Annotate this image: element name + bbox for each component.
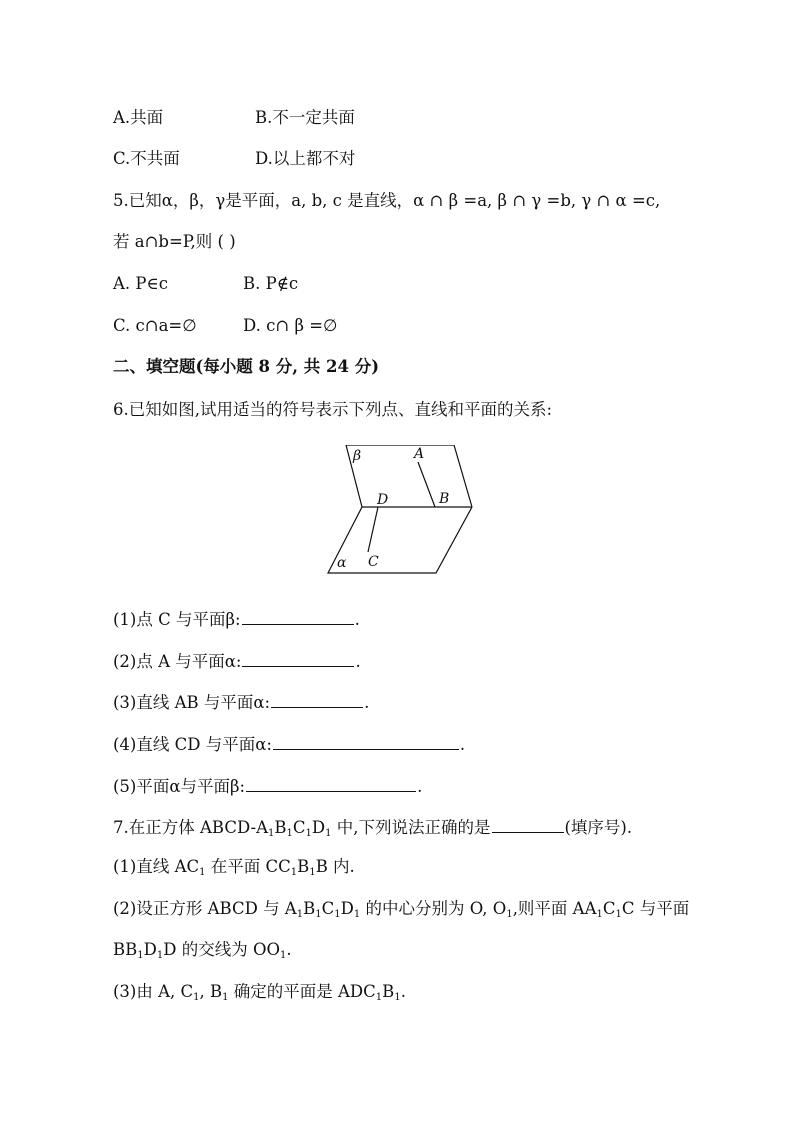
- answer-blank-5[interactable]: [246, 775, 416, 792]
- q7-item-2-line2: [113, 940, 292, 960]
- subscript: 1: [268, 828, 275, 839]
- q7-item-1-text-a: (1)直线 AC: [113, 857, 200, 876]
- answer-blank-3[interactable]: [271, 691, 363, 708]
- q4-option-c: C.不共面: [113, 149, 180, 168]
- subscript: 1: [290, 867, 298, 878]
- subscript: 1: [394, 992, 401, 1003]
- answer-blank-1[interactable]: [242, 608, 354, 625]
- subscript: 1: [506, 909, 513, 920]
- label-a: A: [414, 446, 425, 462]
- subscript: 1: [375, 992, 383, 1003]
- q6-figure-planes: [326, 445, 476, 577]
- answer-blank-2[interactable]: [242, 650, 354, 667]
- q7-item-1-text-b: 在平面 CC: [205, 857, 291, 876]
- q7-item-2-text-a: (2)设正方形 ABCD 与 A: [113, 899, 297, 918]
- q5-stem-line2: 若 a∩b=P,则 ( ): [113, 232, 236, 251]
- q7-item-3: [113, 982, 406, 1002]
- label-b: B: [439, 491, 450, 507]
- q7-item-2-line2-text-c: D 的交线为 OO: [163, 940, 281, 959]
- q6-item-5-period: .: [417, 777, 423, 796]
- q6-item-3-period: .: [364, 693, 370, 712]
- subscript: 1: [353, 909, 361, 920]
- q7-stem-text-4: D: [311, 818, 326, 837]
- q4-option-a: A.共面: [113, 108, 164, 127]
- q7-item-2-text-c: C: [321, 899, 335, 918]
- subscript: 1: [334, 909, 341, 920]
- subscript: 1: [286, 828, 293, 839]
- q6-item-4-text: (4)直线 CD 与平面α:: [113, 735, 272, 754]
- q5-option-c: C. c∩a=∅: [113, 316, 197, 335]
- q6-item-1: [113, 608, 360, 630]
- q7-item-2-line2-text-d: .: [286, 940, 292, 959]
- q7-item-1-text-d: B 内.: [315, 857, 355, 876]
- subscript: 1: [615, 909, 622, 920]
- q4-option-d: D.以上都不对: [255, 149, 356, 168]
- label-c: C: [368, 554, 379, 570]
- q7-item-2-text-d: D: [340, 899, 354, 918]
- q7-stem-text-2: B: [274, 818, 287, 837]
- q5-option-a: A. P∈c: [113, 274, 168, 293]
- segment-cd: [368, 507, 378, 552]
- q6-item-4: [113, 733, 465, 755]
- q6-item-5: [113, 775, 422, 797]
- q7-stem-text-6: (填序号).: [564, 818, 633, 837]
- q6-item-2: [113, 650, 361, 672]
- q7-stem: [113, 816, 632, 838]
- q7-item-3-text-c: 确定的平面是 ADC: [228, 982, 376, 1001]
- q7-item-3-text-d: B: [382, 982, 395, 1001]
- q7-item-3-text-a: (3)由 A, C: [113, 982, 194, 1001]
- q6-stem: 6.已知如图,试用适当的符号表示下列点、直线和平面的关系:: [113, 400, 553, 419]
- subscript: 1: [222, 992, 229, 1003]
- subscript: 1: [137, 950, 144, 961]
- q7-stem-text-3: C: [292, 818, 306, 837]
- segment-ab: [418, 462, 435, 507]
- q6-item-2-period: .: [355, 652, 361, 671]
- answer-blank-q7[interactable]: [492, 816, 564, 833]
- subscript: 1: [199, 867, 206, 878]
- q6-item-1-text: (1)点 C 与平面β:: [113, 610, 241, 629]
- q5-option-b: B. P∉c: [243, 274, 299, 293]
- q6-item-3-text: (3)直线 AB 与平面α:: [113, 693, 271, 712]
- subscript: 1: [596, 909, 603, 920]
- q6-item-3: [113, 691, 369, 713]
- label-beta: β: [353, 448, 362, 464]
- q7-item-2-text-b: B: [303, 899, 316, 918]
- q7-stem-text-5: 中,下列说法正确的是: [331, 818, 491, 837]
- q6-item-5-text: (5)平面α与平面β:: [113, 777, 246, 796]
- q7-item-2-text-g: C: [602, 899, 616, 918]
- label-d: D: [377, 492, 389, 508]
- subscript: 1: [325, 828, 332, 839]
- q7-item-2-text-h: C 与平面: [621, 899, 690, 918]
- section-heading-fill-in: 二、填空题(每小题 8 分, 共 24 分): [113, 357, 380, 376]
- q5-option-d: D. c∩ β =∅: [243, 316, 338, 335]
- q6-item-1-period: .: [354, 610, 360, 629]
- subscript: 1: [309, 867, 316, 878]
- subscript: 1: [156, 950, 164, 961]
- q7-item-2-text-f: ,则平面 AA: [512, 899, 597, 918]
- q7-item-1-text-c: B: [297, 857, 310, 876]
- subscript: 1: [280, 950, 287, 961]
- q6-item-2-text: (2)点 A 与平面α:: [113, 652, 242, 671]
- answer-blank-4[interactable]: [273, 733, 459, 750]
- q7-item-2-line2-text-b: D: [143, 940, 157, 959]
- q6-item-4-period: .: [459, 735, 466, 754]
- subscript: 1: [296, 909, 304, 920]
- subscript: 1: [315, 909, 322, 920]
- plane-beta-outline: [346, 445, 472, 507]
- q7-item-3-text-e: .: [400, 982, 406, 1001]
- q7-item-1: [113, 857, 355, 877]
- q4-option-b: B.不一定共面: [255, 108, 355, 127]
- q7-item-3-text-b: , B: [199, 982, 223, 1001]
- q7-item-2-line1: [113, 899, 689, 919]
- q5-stem-line1: 5.已知α，β，γ是平面，a, b, c 是直线，α ∩ β =a, β ∩ γ =b, γ ∩ α =c,: [113, 191, 661, 210]
- q7-item-2-text-e: 的中心分别为 O, O: [360, 899, 507, 918]
- q7-stem-text-1: 7.在正方体 ABCD-A: [113, 818, 268, 837]
- subscript: 1: [305, 828, 312, 839]
- plane-alpha-outline: [328, 507, 472, 573]
- label-alpha: α: [337, 555, 347, 571]
- subscript: 1: [193, 992, 200, 1003]
- q7-item-2-line2-text-a: BB: [113, 940, 138, 959]
